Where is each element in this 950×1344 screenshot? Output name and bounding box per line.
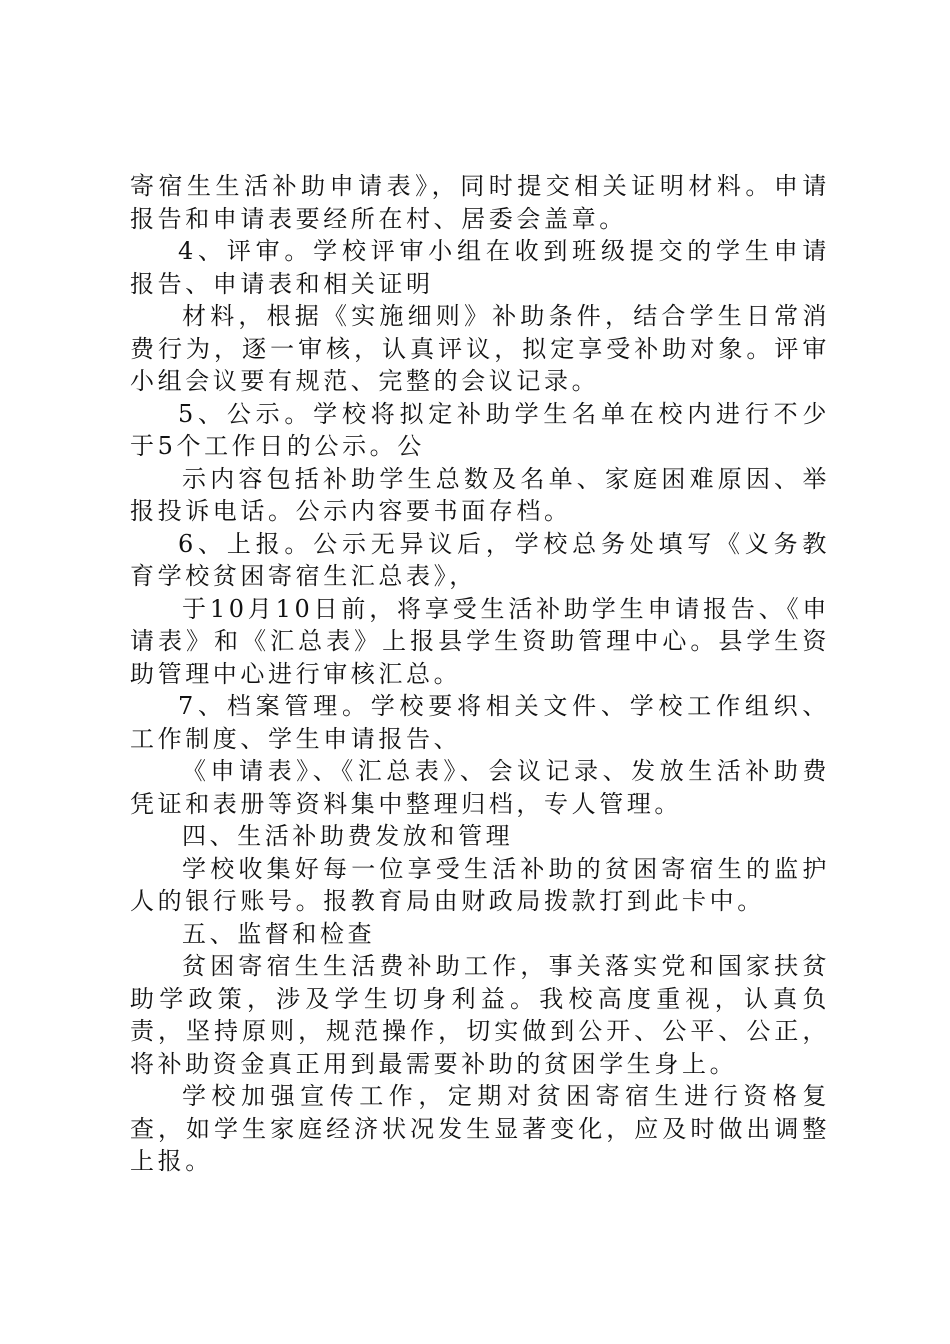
section-heading-subsidy-payment: 四、生活补助费发放和管理 (182, 822, 514, 850)
paragraph-supervision-policy: 贫困寄宿生生活费补助工作，事关落实党和国家扶贫助学政策，涉及学生切身利益。我校高度重视，认真负责，坚持原则，规范操作，切实做到公开、公平、公正，将补助资金真正用到最需要补助的贫困学生身上。 (130, 952, 830, 1078)
paragraph-report-deadline: 于10月10日前，将享受生活补助学生申请报告、《申请表》和《汇总表》上报县学生资助管理中心。县学生资助管理中心进行审核汇总。 (130, 594, 830, 688)
paragraph-archive-materials: 《申请表》、《汇总表》、会议记录、发放生活补助费凭证和表册等资料集中整理归档，专人管理。 (130, 757, 830, 818)
paragraph-archive-step: 7、档案管理。学校要将相关文件、学校工作组织、工作制度、学生申请报告、 (130, 692, 830, 753)
paragraph-application-form: 寄宿生生活补助申请表》，同时提交相关证明材料。申请报告和申请表要经所在村、居委会盖章。 (130, 172, 830, 233)
document-body (130, 170, 830, 1178)
paragraph-review-materials: 材料，根据《实施细则》补助条件，结合学生日常消费行为，逐一审核，认真评议，拟定享受补助对象。评审小组会议要有规范、完整的会议记录。 (130, 302, 830, 395)
paragraph-report-step: 6、上报。公示无异议后，学校总务处填写《义务教育学校贫困寄宿生汇总表》， (130, 529, 830, 590)
paragraph-publicity-content: 示内容包括补助学生总数及名单、家庭困难原因、举报投诉电话。公示内容要书面存档。 (130, 464, 830, 525)
paragraph-publicity-review: 学校加强宣传工作，定期对贫困寄宿生进行资格复查，如学生家庭经济状况发生显著变化，应及时做出调整上报。 (130, 1082, 830, 1175)
section-heading-supervision: 五、监督和检查 (182, 919, 376, 948)
paragraph-review-step: 4、评审。学校评审小组在收到班级提交的学生申请报告、申请表和相关证明 (130, 237, 830, 298)
paragraph-publicity-step: 5、公示。学校将拟定补助学生名单在校内进行不少于5个工作日的公示。公 (130, 399, 830, 460)
paragraph-bank-account: 学校收集好每一位享受生活补助的贫困寄宿生的监护人的银行账号。报教育局由财政局拨款打到此卡中。 (130, 854, 830, 915)
